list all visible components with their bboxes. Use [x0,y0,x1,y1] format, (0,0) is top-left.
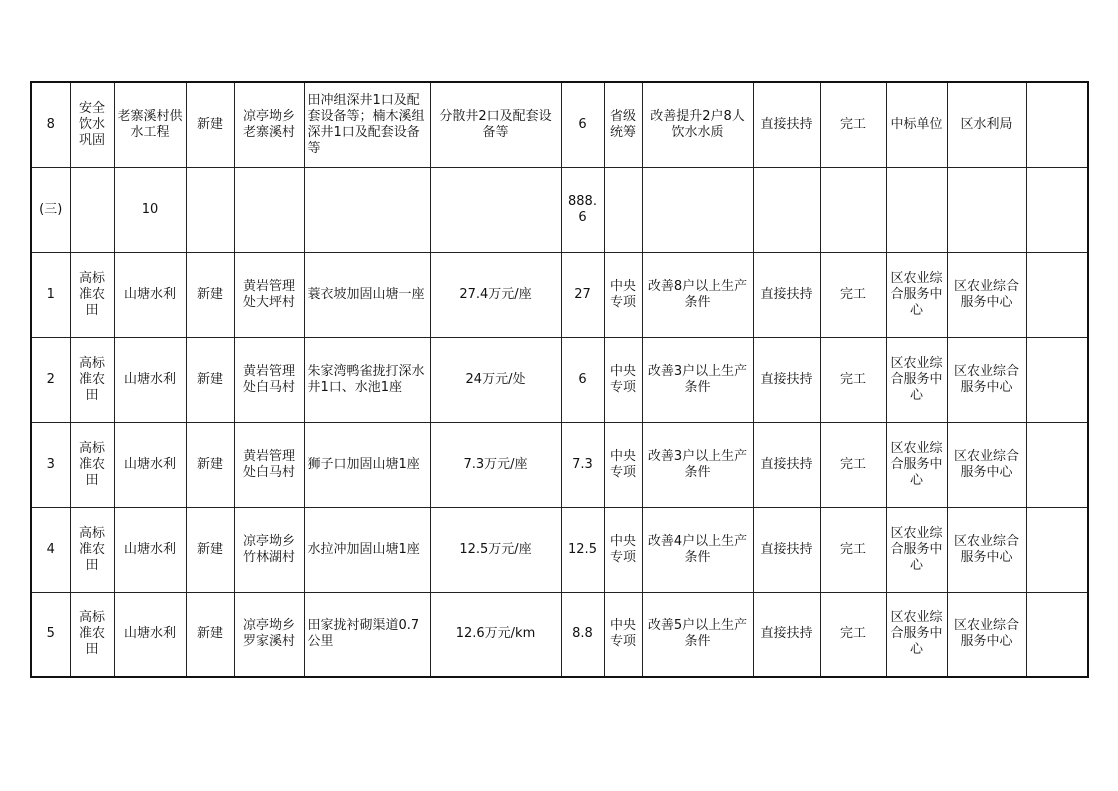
cell-supervisor: 区水利局 [947,82,1026,167]
cell-support-mode: 直接扶持 [753,507,820,592]
cell-no: 5 [31,592,70,677]
cell-remark [1026,507,1088,592]
cell-benefit: 改善5户以上生产条件 [642,592,753,677]
cell-fund-source: 中央专项 [604,337,642,422]
cell-construction-content: 蓑衣坡加固山塘一座 [304,252,430,337]
table-row [31,592,1088,677]
cell-progress [820,167,886,252]
cell-supervisor: 区农业综合服务中心 [947,422,1026,507]
cell-location [234,167,304,252]
cell-supervisor: 区农业综合服务中心 [947,592,1026,677]
cell-subsidy-standard: 分散井2口及配套设备等 [430,82,561,167]
cell-fund-amount: 27 [561,252,604,337]
cell-construction-type: 新建 [186,422,234,507]
cell-benefit: 改善8户以上生产条件 [642,252,753,337]
cell-benefit: 改善3户以上生产条件 [642,337,753,422]
cell-location: 凉亭坳乡老寨溪村 [234,82,304,167]
cell-support-mode: 直接扶持 [753,592,820,677]
cell-subsidy-standard: 12.5万元/座 [430,507,561,592]
cell-remark [1026,592,1088,677]
cell-fund-amount: 6 [561,82,604,167]
project-table [30,81,1089,678]
table-row [31,422,1088,507]
cell-supervisor [947,167,1026,252]
cell-no: (三) [31,167,70,252]
cell-no: 2 [31,337,70,422]
cell-project-name: 山塘水利 [114,337,186,422]
cell-project-name: 10 [114,167,186,252]
cell-remark [1026,337,1088,422]
cell-fund-source [604,167,642,252]
cell-location: 黄岩管理处白马村 [234,337,304,422]
cell-construction-content: 田冲组深井1口及配套设备等；楠木溪组深井1口及配套设备等 [304,82,430,167]
cell-remark [1026,422,1088,507]
cell-construction-content: 狮子口加固山塘1座 [304,422,430,507]
cell-progress: 完工 [820,507,886,592]
cell-location: 凉亭坳乡竹林湖村 [234,507,304,592]
cell-subsidy-standard: 12.6万元/km [430,592,561,677]
cell-fund-source: 省级统筹 [604,82,642,167]
cell-project-name: 山塘水利 [114,507,186,592]
cell-fund-source: 中央专项 [604,592,642,677]
table-row [31,167,1088,252]
cell-construction-type: 新建 [186,82,234,167]
cell-implementer: 区农业综合服务中心 [886,337,947,422]
cell-no: 1 [31,252,70,337]
cell-location: 黄岩管理处白马村 [234,422,304,507]
cell-benefit: 改善提升2户8人饮水水质 [642,82,753,167]
cell-support-mode: 直接扶持 [753,252,820,337]
cell-remark [1026,252,1088,337]
cell-implementer: 中标单位 [886,82,947,167]
cell-category: 高标准农田 [70,422,114,507]
cell-project-name: 山塘水利 [114,422,186,507]
cell-supervisor: 区农业综合服务中心 [947,507,1026,592]
cell-fund-amount: 6 [561,337,604,422]
cell-project-name: 山塘水利 [114,592,186,677]
cell-benefit: 改善3户以上生产条件 [642,422,753,507]
cell-construction-type: 新建 [186,507,234,592]
cell-support-mode: 直接扶持 [753,337,820,422]
cell-construction-type: 新建 [186,252,234,337]
cell-benefit: 改善4户以上生产条件 [642,507,753,592]
cell-category [70,167,114,252]
cell-remark [1026,82,1088,167]
cell-category: 高标准农田 [70,507,114,592]
cell-progress: 完工 [820,422,886,507]
cell-fund-amount: 12.5 [561,507,604,592]
cell-construction-type: 新建 [186,592,234,677]
cell-implementer: 区农业综合服务中心 [886,422,947,507]
cell-construction-content: 朱家湾鸭雀拢打深水井1口、水池1座 [304,337,430,422]
cell-fund-source: 中央专项 [604,422,642,507]
cell-category: 高标准农田 [70,592,114,677]
cell-implementer: 区农业综合服务中心 [886,592,947,677]
cell-fund-amount: 7.3 [561,422,604,507]
cell-subsidy-standard: 27.4万元/座 [430,252,561,337]
cell-progress: 完工 [820,592,886,677]
cell-fund-amount: 8.8 [561,592,604,677]
cell-implementer [886,167,947,252]
cell-support-mode: 直接扶持 [753,82,820,167]
cell-construction-type: 新建 [186,337,234,422]
cell-no: 3 [31,422,70,507]
table-row [31,337,1088,422]
cell-progress: 完工 [820,337,886,422]
cell-subsidy-standard: 24万元/处 [430,337,561,422]
cell-subsidy-standard: 7.3万元/座 [430,422,561,507]
cell-category: 安全饮水巩固 [70,82,114,167]
cell-support-mode [753,167,820,252]
cell-fund-source: 中央专项 [604,252,642,337]
cell-construction-type [186,167,234,252]
table-row [31,507,1088,592]
cell-construction-content [304,167,430,252]
table-row [31,252,1088,337]
cell-project-name: 山塘水利 [114,252,186,337]
cell-implementer: 区农业综合服务中心 [886,252,947,337]
cell-progress: 完工 [820,252,886,337]
cell-construction-content: 田家拢衬砌渠道0.7公里 [304,592,430,677]
cell-subsidy-standard [430,167,561,252]
table-row [31,82,1088,167]
cell-benefit [642,167,753,252]
cell-project-name: 老寨溪村供水工程 [114,82,186,167]
cell-supervisor: 区农业综合服务中心 [947,252,1026,337]
cell-construction-content: 水拉冲加固山塘1座 [304,507,430,592]
cell-implementer: 区农业综合服务中心 [886,507,947,592]
cell-support-mode: 直接扶持 [753,422,820,507]
cell-category: 高标准农田 [70,252,114,337]
cell-location: 黄岩管理处大坪村 [234,252,304,337]
cell-progress: 完工 [820,82,886,167]
cell-remark [1026,167,1088,252]
cell-supervisor: 区农业综合服务中心 [947,337,1026,422]
cell-no: 4 [31,507,70,592]
cell-category: 高标准农田 [70,337,114,422]
table-body [31,82,1088,677]
cell-fund-amount: 888.6 [561,167,604,252]
cell-no: 8 [31,82,70,167]
cell-location: 凉亭坳乡罗家溪村 [234,592,304,677]
cell-fund-source: 中央专项 [604,507,642,592]
